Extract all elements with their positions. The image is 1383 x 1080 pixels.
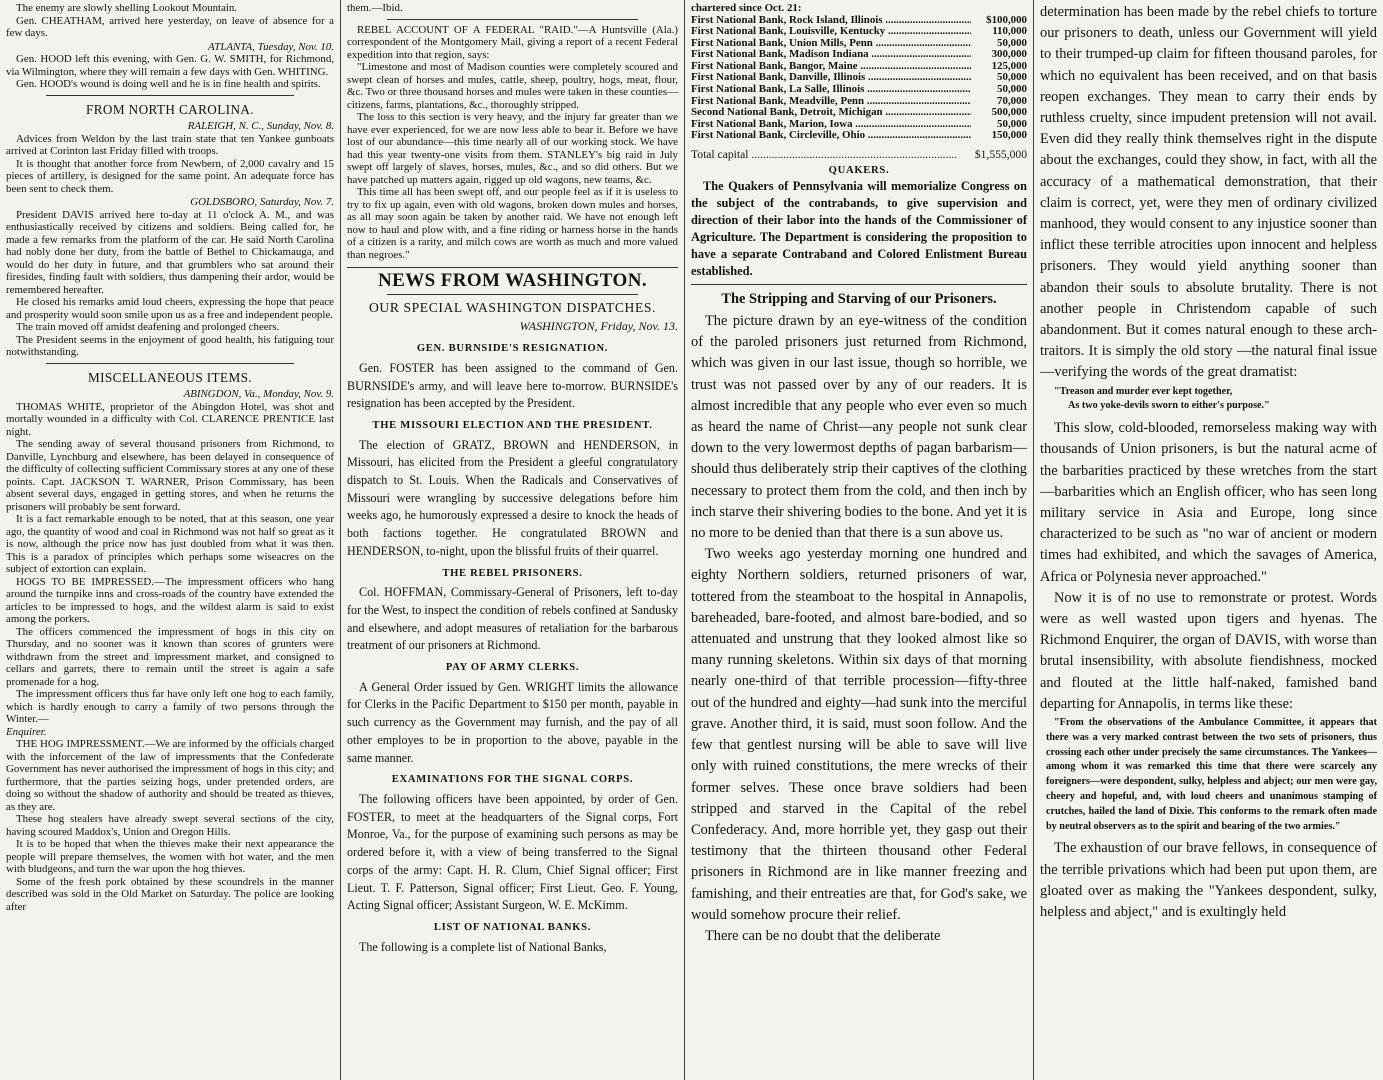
determination-paragraph: determination has been made by the rebel chiefs to torture our prisoners to death, unless our Government will yield to their trumped-up claim for fifteen thousand paroles, for which no equivalent has been received, and on that basis reopen exchanges. They mean to carry their ends by ruthless cruelty, since impudent pretension will not avail. Even did they really think themselves right in the dispute about the exchanges, could they show, in fact, with all the accuracy of a mathematical demonstration, that their claim is correct, yet, were they men of ordinary civilized manhood, they would consent to any injustice sooner than inflict these terrible atrocities upon innocent and helpless prisoners. They would yield anything sooner than abandon their souls to absolute brutality. There is not another people in Christendom capable of such abandonment. But it comes natural enough to these arch-traitors. It is simply the old story —the natural final issue—verifying the words of the great dramatist:: [1040, 4, 1377, 381]
dateline-washington: WASHINGTON, Friday, Nov. 13.: [519, 319, 678, 334]
stripping-heading: The Stripping and Starving of our Prisoners.: [721, 291, 997, 308]
banks-intro-paragraph: The following is a complete list of National Banks,: [359, 939, 607, 954]
divider: [46, 363, 294, 364]
bank-name: First National Bank, Rock Island, Illinois .....: [691, 15, 971, 27]
bank-row: [691, 49, 1027, 61]
news-from-washington-heading: NEWS FROM WASHINGTON.: [378, 270, 647, 291]
treason-quote: [1046, 385, 1377, 415]
fresh-pork-paragraph: Some of the fresh pork obtained by these scoundrels in the manner described was sold in the Old Market on Saturday. The police are looking after: [6, 875, 334, 913]
rebel-prisoners-subheading: THE REBEL PRISONERS.: [442, 567, 583, 579]
divider: [691, 284, 1027, 285]
miscellaneous-heading: MISCELLANEOUS ITEMS.: [87, 369, 253, 385]
bank-amount: 500,000: [991, 106, 1027, 119]
bank-row: [691, 84, 1027, 96]
hog-impressment-paragraph: THE HOG IMPRESSMENT.—We are informed by the officials charged with the inforcement of the law of impressments that the Confederate Government has never authorised the impressment of hogs in this city; and furthermore, that the parties seizing hogs, under pretended orders, are doing so without the shadow of authority and should be treated as thieves, as they are.: [6, 738, 334, 813]
thomas-white-paragraph: THOMAS WHITE, proprietor of the Abingdon Hotel, was shot and mortally wounded in a difficulty with Col. CLARENCE PRENTICE last night.: [6, 400, 334, 438]
column-3: [685, 0, 1033, 1080]
picture-paragraph: The picture drawn by an eye-witness of the condition of the paroled prisoners just returned from Richmond, which was given in our last issue, though so horrible, we trust was not passed over by any of our readers. It is almost incredible that any people who ever even so much as heard the name of Christ—any people not sunk clear down to the very lowermost depths of pagan barbarism—should thus deliberately strip their captives of the clothing necessary to protect them from the cold, and then inch by inch starve their shivering bodies to the bone. And yet it is no more to be denied than that there is a sun above us.: [691, 313, 1027, 542]
north-carolina-heading: FROM NORTH CAROLINA.: [85, 101, 255, 117]
treason-line-1: "Treason and murder ever kept together,: [1054, 385, 1233, 397]
missouri-paragraph: The election of GRATZ, BROWN and HENDERSON, in Missouri, has elicited from the President a gleeful congratulatory dispatch to St. Louis. When the Radicals and Conservatives of Missouri were wrangling by successive delegations before him weeks ago, he humorously expressed a desire to knock the heads of both factions together. He congratulated BROWN and HENDERSON, to-night, upon the blissful fruits of their quarrel.: [347, 437, 678, 558]
lookout-paragraph: The enemy are slowly shelling Lookout Mountain.: [16, 2, 238, 14]
bank-amount: 50,000: [997, 71, 1027, 84]
missouri-subheading: THE MISSOURI ELECTION AND THE PRESIDENT.: [372, 419, 653, 431]
newbern-paragraph: It is thought that another force from Newbern, of 2,000 cavalry and 15 pieces of artillery, is designed for the same point. An adequate force has been sent to check them.: [6, 157, 334, 195]
ambulance-quote-text: "From the observations of the Ambulance Committee, it appears that there was a very marked contrast between the two sets of prisoners, thus crossing each other under precisely the same circumstances. The Yankees—among whom it was remarked this time that there were scarcely any foreigners—were despondent, sulky, helpless and abject; our men were gay, cheery and hopeful, and, with loud cheers and unanimous stamping of crutches, hailed the land of Dixie. This conforms to the remark often made by neutral observers as to the spirit and bearing of the two armies.": [1046, 717, 1377, 832]
quakers-paragraph: The Quakers of Pennsylvania will memorialize Congress on the subject of the contrabands, to give supervision and direction of their labor into the hands of the Commissioner of Agriculture. The Department is considering the proposition to have a separate Contraband and Colored Enlistment Bureau established.: [691, 179, 1027, 279]
special-dispatches-heading: OUR SPECIAL WASHINGTON DISPATCHES.: [368, 299, 657, 315]
two-weeks-paragraph: Two weeks ago yesterday morning one hundred and eighty Northern soldiers, returned prisoners of war, tottered from the steamboat to the hospital in Annapolis, bareheaded, bare-footed, and almost bare-bodied, and so attenuated and unstrung that they looked almost like so many running skeletons. Within six days of that morning nearly one-third of that terrible procession—fifty-three out of the hundred and eighty—had sunk into the merciful grave. Another third, it is said, must soon follow. And the few that gentlest nursing will be able to save will live only with ruined constitutions, the mere wrecks of their former selves. These once brave soldiers had been stripped and starved in the Capital of the rebel Confederacy. And, more horrible yet, they gasp out their testimony that the thirteen thousand other Federal prisoners in Richmond are in like manner freezing and famishing, and their entreaties are that, for God's sake, we would somehow procure their relief.: [691, 546, 1027, 923]
total-capital-label: Total capital .....: [691, 148, 975, 161]
chartered-line: chartered since Oct. 21:: [691, 2, 802, 14]
total-capital-row: [691, 148, 1027, 161]
president-health-paragraph: The President seems in the enjoyment of good health, his fatiguing tour notwithstanding.: [6, 333, 334, 358]
slow-cold-blooded-paragraph: This slow, cold-blooded, remorseless making way with thousands of Union prisoners, is but the natural acme of the barbarities practiced by these wretches from the start—barbarities which an English officer, who has seen long military service in Asia and Europe, long since characterized to be such as "no war of ancient or modern times had exhibited, and which the savages of America, Africa or Polynesia never approached.": [1040, 420, 1377, 585]
dateline-goldsboro: GOLDSBORO, Saturday, Nov. 7.: [190, 196, 334, 208]
hog-stealers-paragraph: These hog stealers have already swept several sections of the city, having scoured Maddox's, Union and Oregon Hills.: [6, 813, 334, 838]
cheatham-paragraph: Gen. CHEATHAM, arrived here yesterday, on leave of absence for a few days.: [6, 14, 334, 39]
officers-paragraph: The officers commenced the impressment of hogs in this city on Thursday, and no sooner was it known than scores of grunters were withdrawn from the street and impressment market, and consigned to cellars and garrets, there to remain until the street is again a safe promenade for a hog.: [6, 625, 334, 688]
dateline-raleigh: RALEIGH, N. C., Sunday, Nov. 8.: [187, 120, 334, 132]
divider: [46, 95, 294, 96]
column-4: [1034, 0, 1383, 1080]
army-clerks-subheading: PAY OF ARMY CLERKS.: [445, 662, 580, 674]
signal-corps-subheading: EXAMINATIONS FOR THE SIGNAL CORPS.: [391, 774, 634, 786]
exhaustion-paragraph: The exhaustion of our brave fellows, in consequence of the terrible privations which had been put upon them, are gloated over as making the "Yankees despondent, sulky, helpless and abject," and is exultingly held: [1040, 840, 1377, 921]
bank-row: [691, 130, 1027, 142]
bank-amount: 150,000: [991, 129, 1027, 142]
limestone-quote: "Limestone and most of Madison counties were completely scoured and swept clean of horses and mules, cattle, sheep, poultry, hogs, meat, flour, &c. Two or three thousand horses and mules were taken in these counties—citizens, farms, plantations, &c., thoroughly stripped.: [347, 61, 678, 111]
bank-amount: 50,000: [997, 117, 1027, 130]
washington-news: [347, 267, 678, 956]
this-time-quote: This time all has been swept off, and our people feel as if it is useless to try to fix up again, even with old wagons, broken down mules and horses, as all may soon again be taken by another raid. We have not enough left now to haul and plow with, and a fine riding or harness horse in the hands of a citizen is a rarity, and milch cows are worth as much and more valued than negroes.": [347, 186, 678, 261]
weldon-paragraph: Advices from Weldon by the last train state that ten Yankee gunboats arrived at Corinton last Friday filled with troops.: [6, 132, 334, 157]
bank-amount: 70,000: [997, 94, 1027, 107]
hoped-paragraph: It is to be hoped that when the thieves make their next appearance the people will prepare themselves, the women with hot water, and the men with bludgeons, and turn the war upon the hog thieves.: [6, 838, 334, 875]
foster-paragraph: Gen. FOSTER has been assigned to the command of Gen. BURNSIDE's army, and will leave here to-morrow. BURNSIDE's resignation has been accepted by the President.: [347, 360, 678, 411]
bank-list: [691, 15, 1027, 143]
hood-paragraph: Gen. HOOD left this evening, with Gen. G. W. SMITH, for Richmond, via Wilmington, where they will remain a few days with Gen. WHITING.: [6, 53, 334, 78]
no-use-paragraph: Now it is of no use to remonstrate or protest. Words were as well wasted upon tigers and hyenas. The Richmond Enquirer, the organ of DAVIS, with worse than brutal insensibility, with absolute fiendishness, mocked and flouted at the little half-naked, famished band departing for Annapolis, in terms like these:: [1040, 589, 1377, 712]
bank-amount: 110,000: [992, 25, 1027, 38]
rebel-account-paragraph: REBEL ACCOUNT OF A FEDERAL "RAID."—A Huntsville (Ala.) correspondent of the Montgomery Mail, giving a report of a recent Federal expedition into that region, says:: [347, 23, 678, 61]
bank-amount: 50,000: [997, 36, 1027, 49]
bank-name: First National Bank, Marion, Iowa .....: [691, 119, 971, 131]
signal-corps-paragraph: The following officers have been appointed, by order of Gen. FOSTER, to meet at the headquarters of the Signal corps, Fort Monroe, Va., for the purpose of examining such persons as may be ordered before it, with a view of being transferred to the Signal corps of the army: Capt. H. R. Clum, Chief Signal officer; First Lieut. T. F. Patterson, Signal officer; First Lieut. Geo. F. Young, Acting Signal officer; Assistant Surgeon, W. E. McKimm.: [347, 791, 678, 913]
column-1: [0, 0, 340, 1080]
bank-name: First National Bank, Danville, Illinois .....: [691, 72, 971, 84]
bank-name: First National Bank, Bangor, Maine .....: [691, 61, 971, 73]
bank-name: First National Bank, Union Mills, Penn .....: [691, 38, 971, 50]
closed-remarks-paragraph: He closed his remarks amid loud cheers, expressing the hope that peace and prosperity would soon smile upon us as a free and independent people.: [6, 296, 334, 321]
hood-wound-paragraph: Gen. HOOD's wound is doing well and he is in fine health and spirits.: [16, 78, 321, 90]
ibid-line: them.—Ibid.: [347, 2, 403, 14]
train-paragraph: The train moved off amidst deafening and prolonged cheers.: [16, 321, 280, 333]
divider: [387, 19, 638, 20]
bank-amount: 50,000: [997, 83, 1027, 96]
bank-row: [691, 107, 1027, 119]
bank-row: [691, 61, 1027, 73]
bank-row: [691, 119, 1027, 131]
bank-name: First National Bank, Madison Indiana .....: [691, 49, 971, 61]
impressment-officers-paragraph: The impressment officers thus far have only left one hog to each family, which is hardly enough to carry a family of two persons through the Winter.—: [6, 688, 334, 725]
total-capital-amount: $1,555,000: [974, 148, 1027, 162]
bank-name: First National Bank, Circleville, Ohio .....: [691, 130, 971, 142]
loss-quote: The loss to this section is very heavy, and the injury far greater than we have ever experienced, for we are now less able to bear it. Before we have lost of our abundance—this time nearly all of our working stock. We have had this year twenty-one visits from them. STANLEY's big raid in July swept off largely of slaves, horses, mules, &c., and so did others. But we have patched up matters again, rigged up old wagons, new teams, &c.: [347, 111, 678, 186]
ambulance-quote: [1046, 716, 1377, 834]
bank-name: First National Bank, Meadville, Penn .....: [691, 96, 971, 108]
bank-row: [691, 26, 1027, 38]
bank-amount: 300,000: [991, 48, 1027, 61]
national-banks-subheading: LIST OF NATIONAL BANKS.: [433, 921, 592, 933]
hogs-impressed-paragraph: HOGS TO BE IMPRESSED.—The impressment officers who hang around the turnpike inns and cross-roads of the country have extended the articles to be impressed to hogs, and the wildest alarm is said to exist among the porkers.: [6, 575, 334, 625]
bank-row: [691, 15, 1027, 27]
davis-paragraph: President DAVIS arrived here to-day at 11 o'clock A. M., and was enthusiastically received by citizens and soldiers. Being called for, he made a few remarks from the platform of the car. He said North Carolina had nobly done her duty, from the battle of Bethel to Chickamauga, and would do her duty in future, and that grumblers who sat around their firesides, finding fault with soldiers, thus dampening their ardor, would be remembered hereafter.: [6, 208, 334, 296]
bank-row: [691, 96, 1027, 108]
clerks-paragraph: A General Order issued by Gen. WRIGHT limits the allowance for Clerks in the Pacific Department to $150 per month, payable in such currency as the Government may furnish, and the pay of all other employes to be in proportion to the above, payable in the same manner.: [347, 679, 678, 765]
wood-coal-paragraph: It is a fact remarkable enough to be noted, that at this season, one year ago, the quantity of wood and coal in Richmond was not half so great as it is now, although the price now has just doubled from what it was then. This is a paradox of principles which perhaps some wiseacres on the subject of extortion can explain.: [6, 513, 334, 575]
treason-line-2: As two yoke-devils sworn to either's purpose.": [1068, 400, 1270, 412]
sending-prisoners-paragraph: The sending away of several thousand prisoners from Richmond, to Danville, Lynchburg and elsewhere, has been delayed in consequence of the difficulty of collecting sufficient Commissary stores at any one of these points. Capt. JACKSON T. WARNER, Prison Commissary, has been absent several days, engaged in getting stores, and when he returns the prisoners will probably be sent forward.: [6, 438, 334, 513]
column-2: [341, 0, 684, 1080]
bank-amount: 125,000: [991, 59, 1027, 72]
hoffman-paragraph: Col. HOFFMAN, Commissary-General of Prisoners, left to-day for the West, to inspect the condition of rebels confined at Sandusky and elsewhere, and adopt measures of retaliation for the barbarous treatment of our prisoners at Richmond.: [347, 585, 678, 653]
no-doubt-paragraph: There can be no doubt that the deliberate: [705, 927, 941, 944]
dateline-atlanta: ATLANTA, Tuesday, Nov. 10.: [208, 40, 334, 53]
divider: [387, 294, 638, 295]
burnside-subheading: GEN. BURNSIDE'S RESIGNATION.: [416, 343, 609, 355]
bank-amount: $100,000: [986, 13, 1027, 26]
bank-name: First National Bank, La Salle, Illinois .....: [691, 84, 971, 96]
bank-row: [691, 38, 1027, 50]
bank-name: Second National Bank, Detroit, Michigan .....: [691, 107, 971, 119]
dateline-abingdon: ABINGDON, Va., Monday, Nov. 9.: [183, 388, 334, 400]
enquirer-credit: Enquirer.: [6, 725, 47, 738]
bank-name: First National Bank, Louisville, Kentucky .....: [691, 26, 971, 38]
quakers-subheading: QUAKERS.: [828, 165, 890, 177]
bank-row: [691, 72, 1027, 84]
